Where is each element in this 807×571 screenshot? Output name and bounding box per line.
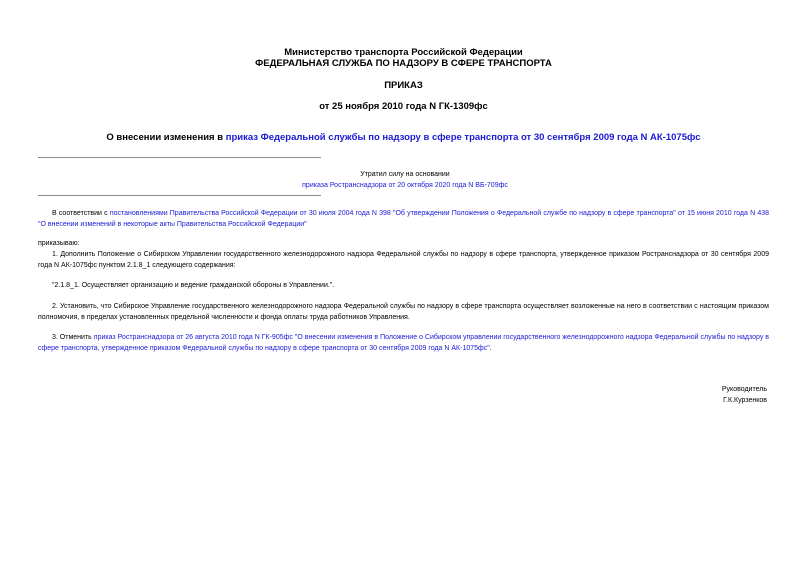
paragraph-1: 1. Дополнить Положение о Сибирском Управлении государственного железнодорожного надзора Федеральной службы по надзору в сфере транспорта, утвержденное приказом Ространснадзора от 30 сентября 2009 года N АК-1075фс пунктом 2.1.8_1 следующего содержания:: [38, 251, 769, 269]
paragraph-3-link[interactable]: приказ Ространснадзора от 26 августа 2010 года N ГК-905фс "О внесении изменения в Положение о Сибирском управлении государственного железнодорожного надзора Федеральной службы по надзору в сфере транспорта, утвержденное приказом Федеральной службы по надзору в сфере транспорта от 30 сентября 2009 года N АК-1075фс": [38, 334, 770, 352]
signature-position: Руководитель: [721, 386, 767, 393]
paragraph-3-text: 3. Отменить: [52, 334, 94, 341]
basis-link[interactable]: постановлениями Правительства Российской Федерации от 30 июля 2004 года N 398 "Об утверждении Положения о Федеральной службе по надзору в сфере транспорта" от 15 июня 2010 года N 438 "О внесении изменений в некоторые акты Правительства Российской Федерации": [38, 210, 769, 228]
service-name: ФЕДЕРАЛЬНАЯ СЛУЖБА ПО НАДЗОРУ В СФЕРЕ ТРАНСПОРТА: [255, 58, 552, 69]
basis-text: В соответствии с: [52, 210, 110, 217]
ministry-name: Министерство транспорта Российской Федерации: [284, 47, 523, 58]
paragraph-2: 2. Установить, что Сибирское Управление государственного железнодорожного надзора Федеральной службы по надзору в сфере транспорта осуществляет возложенные на него в соответствии с настоящим приказом полномочия, в пределах установленных предельной численности и фонда оплаты труда работников Управления.: [38, 303, 769, 321]
paragraph-1-quote: "2.1.8_1. Осуществляет организацию и ведение гражданской обороны в Управлении.".: [52, 282, 335, 289]
paragraph-3: [38, 333, 769, 354]
paragraph-basis: [38, 209, 769, 230]
title-link[interactable]: приказ Федеральной службы по надзору в сфере транспорта от 30 сентября 2009 года N АК-1075фс: [225, 132, 701, 143]
status-note-link[interactable]: приказа Ространснадзора от 20 октября 2020 года N ВБ-709фс: [302, 182, 508, 189]
document-type: ПРИКАЗ: [384, 80, 423, 91]
paragraph-3-end: .: [489, 344, 492, 352]
order-word: приказываю:: [38, 240, 80, 247]
signature-name: Г.К.Курзенков: [723, 397, 767, 404]
status-note-line: Утратил силу на основании: [360, 171, 450, 178]
document-title: [0, 132, 807, 143]
document-date-number: от 25 ноября 2010 года N ГК-1309фс: [319, 101, 488, 112]
top-divider: [38, 157, 321, 158]
title-prefix: О внесении изменения в: [106, 132, 226, 143]
bottom-divider: [38, 195, 321, 196]
